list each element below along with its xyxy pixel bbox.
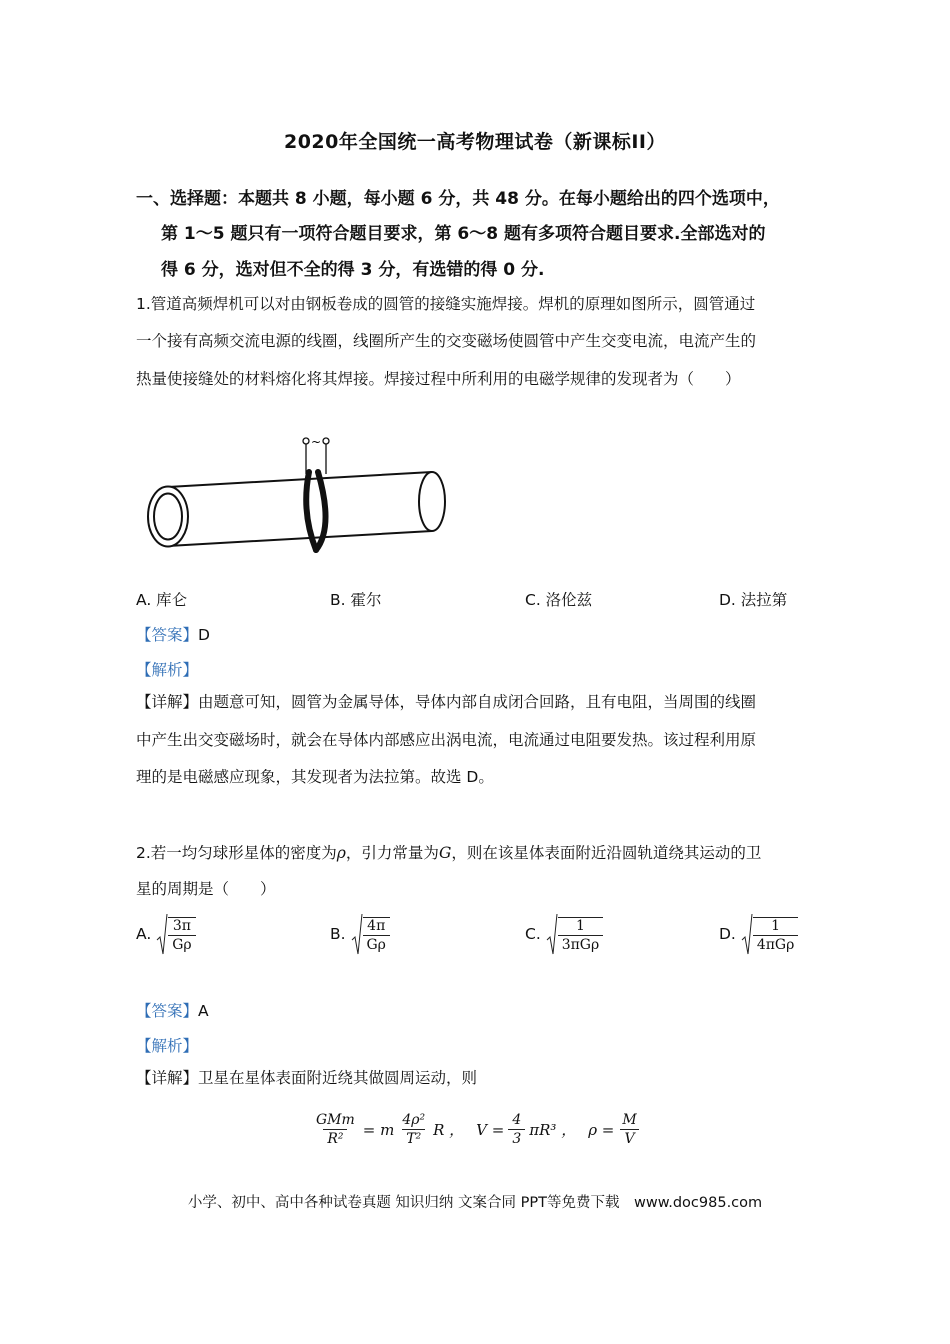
- q1-text-line1: 1.管道高频焊机可以对由钢板卷成的圆管的接缝实施焊接。焊机的原理如图所示，圆管通过: [136, 295, 756, 313]
- q1-text-line2: 一个接有高频交流电源的线圈，线圈所产生的交变磁场使圆管中产生交变电流，电流产生的: [136, 332, 757, 350]
- ac-symbol: ~: [310, 435, 322, 449]
- eq2-numerator: 4ρ²: [402, 1112, 426, 1128]
- eq2-denominator: T²: [402, 1129, 425, 1147]
- detail-tag: 【详解】: [136, 693, 199, 711]
- welding-figure: [140, 432, 460, 562]
- terminal-right: [323, 438, 329, 444]
- q2-answer-line: [136, 999, 209, 1021]
- answer-tag: 【答案】: [136, 1002, 199, 1020]
- q2-answer: A: [198, 1002, 209, 1020]
- detail-tag: 【详解】: [136, 1069, 199, 1087]
- q1-option-c: C. 洛伦兹: [525, 591, 593, 609]
- pipe-body: [168, 472, 432, 546]
- q1-option-b: B. 霍尔: [330, 591, 382, 609]
- q2-option-c: C. $\frac{1}{\text{3πGρ}}$: [525, 912, 603, 956]
- equation-row: $\frac{\text{GMm}}{\text{R²}}$ = m $\frac{\text{4ρ²}}{\text{T²}}$ R ， V = $\frac{4}{3}$ πR³ ， ρ = $\frac{M}{V}$: [312, 1112, 641, 1147]
- q2-b-numerator: 4π: [367, 917, 386, 934]
- q2-analysis-tag: 【解析】: [136, 1037, 199, 1055]
- answer-tag: 【答案】: [136, 626, 199, 644]
- q2-b-denominator: Gρ: [363, 935, 390, 953]
- q1-analysis-tag: 【解析】: [136, 661, 199, 679]
- footer-text: 小学、初中、高中各种试卷真题 知识归纳 文案合同 PPT等免费下载 www.doc985.com: [187, 1195, 763, 1211]
- q2-option-a: A. $\frac{3\pi}{G\rho}$: [136, 912, 196, 956]
- q1-answer: D: [198, 626, 210, 644]
- q2-option-b: B. $\frac{4\pi}{G\rho}$: [330, 912, 390, 956]
- q2-c-denominator: 3πGρ: [558, 935, 604, 953]
- q2-a-numerator: 3π: [172, 917, 191, 934]
- q2-a-denominator: Gρ: [168, 935, 195, 953]
- q1-option-a: A. 库仑: [136, 591, 188, 609]
- q2-text-line2: 星的周期是（ ）: [136, 880, 276, 898]
- q1-detail-text: 由题意可知，圆管为金属导体，导体内部自成闭合回路，且有电阻，当周围的线圈: [198, 693, 757, 711]
- eq4-numerator: M: [622, 1112, 637, 1128]
- q1-text-line3: 热量使接缝处的材料熔化将其焊接。焊接过程中所利用的电磁学规律的发现者为（ ）: [136, 370, 741, 388]
- section-heading-line1: 一、选择题：本题共 8 小题，每小题 6 分，共 48 分。在每小题给出的四个选项中，: [136, 189, 780, 209]
- q2-detail-line1: [136, 1068, 477, 1088]
- q2-c-numerator: 1: [575, 917, 585, 934]
- eq1-numerator: GMm: [316, 1112, 355, 1128]
- pipe-end-inner: [154, 494, 182, 540]
- eq3-denominator: 3: [508, 1129, 525, 1147]
- q1-option-d: D. 法拉第: [719, 591, 788, 609]
- eq1-denominator: R²: [323, 1129, 347, 1147]
- q1-detail-line2: 中产生出交变磁场时，就会在导体内部感应出涡电流，电流通过电阻要发热。该过程利用原: [136, 731, 757, 749]
- section-heading-line3: 得 6 分，选对但不全的得 3 分，有选错的得 0 分.: [161, 260, 545, 280]
- section-heading-line2: 第 1～5 题只有一项符合题目要求，第 6～8 题有多项符合题目要求.全部选对的: [161, 224, 766, 244]
- q1-answer-line: [136, 623, 210, 645]
- page-title: 2020年全国统一高考物理试卷（新课标II）: [283, 131, 667, 153]
- g-symbol: G: [438, 844, 452, 862]
- terminal-left: [303, 438, 309, 444]
- q1-detail-line3: 理的是电磁感应现象，其发现者为法拉第。故选 D。: [136, 768, 494, 786]
- q2-text-line1: 2.若一均匀球形星体的密度为ρ，引力常量为G，则在该星体表面附近沿圆轨道绕其运动的卫: [136, 844, 762, 862]
- q2-detail-text: 卫星在星体表面附近绕其做圆周运动，则: [198, 1069, 478, 1087]
- q2-d-denominator: 4πGρ: [753, 935, 799, 953]
- rho-symbol: ρ: [336, 844, 346, 862]
- pipe-end-right: [419, 472, 445, 531]
- eq3-numerator: 4: [512, 1112, 522, 1128]
- q2-d-numerator: 1: [771, 917, 781, 934]
- q1-detail-line1: [136, 692, 756, 712]
- eq4-denominator: V: [620, 1129, 638, 1147]
- q2-option-d: D. $\frac{1}{\text{4πGρ}}$: [719, 912, 798, 956]
